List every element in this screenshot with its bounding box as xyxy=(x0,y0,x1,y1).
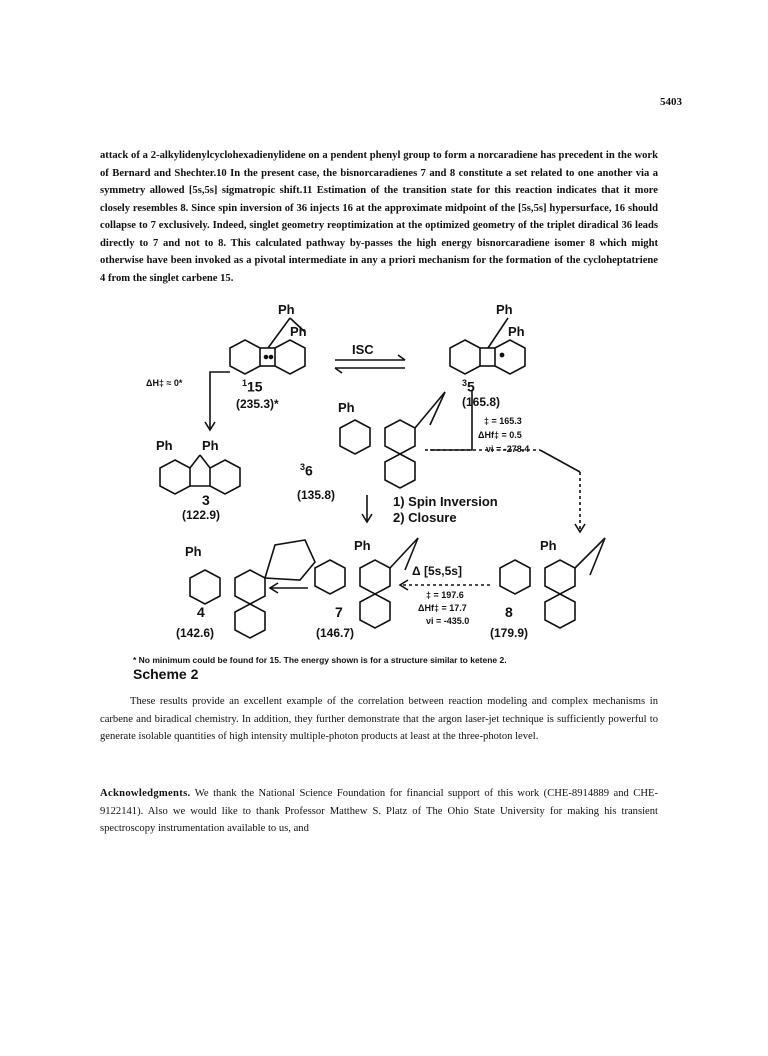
ph-label-8: Ph xyxy=(540,538,557,553)
ts1-nu: νi = -278.4 xyxy=(486,444,530,454)
ts2-ddag: ‡ = 197.6 xyxy=(426,590,464,600)
ts2-dh: ΔHf‡ = 17.7 xyxy=(418,603,467,613)
ph-label-35-side: Ph xyxy=(508,324,525,339)
compound-36-energy: (135.8) xyxy=(297,488,336,502)
compound-8-energy: (179.9) xyxy=(490,626,529,640)
ph-label-7: Ph xyxy=(354,538,371,553)
compound-7-number: 7 xyxy=(335,604,343,620)
ph-label-3-right: Ph xyxy=(202,438,219,453)
structure-4 xyxy=(190,540,315,638)
arrow-36-to-7 xyxy=(362,495,372,522)
isc-label: ISC xyxy=(352,342,374,357)
structure-3 xyxy=(160,455,240,494)
ph-label-15-top: Ph xyxy=(278,302,295,317)
compound-8-number: 8 xyxy=(505,604,513,620)
compound-7-energy: (146.7) xyxy=(316,626,355,640)
acknowledgments-text: We thank the National Science Foundation for financial support of this work (CHE-8914889 and CHE-9122141). Also we would like to thank Professor Matthew S. Platz of The Ohio State University for making his transient spectroscopy instrumentation available to us, and xyxy=(100,788,658,834)
ts1-dh: ΔHf‡ = 0.5 xyxy=(478,430,522,440)
compound-15-digit: 15 xyxy=(247,378,263,395)
arrow-7-to-4 xyxy=(270,583,308,593)
compound-4-energy: (142.6) xyxy=(176,626,215,640)
step-1: 1) Spin Inversion xyxy=(393,494,498,509)
ph-label-35-top: Ph xyxy=(496,302,513,317)
compound-36-sup: 3 xyxy=(300,462,306,472)
structure-36 xyxy=(340,392,445,488)
ph-label-4: Ph xyxy=(185,544,202,559)
scheme-title: Scheme 2 xyxy=(133,666,199,682)
compound-35-number xyxy=(462,378,475,395)
compound-4-number: 4 xyxy=(197,604,205,620)
compound-35-digit: 5 xyxy=(467,378,475,395)
page-number: 5403 xyxy=(660,96,682,108)
arrow-to-8 xyxy=(575,472,585,532)
compound-35-energy: (165.8) xyxy=(462,395,501,409)
ph-label-3-left: Ph xyxy=(156,438,173,453)
acknowledgments-heading: Acknowledgments. xyxy=(100,788,191,799)
compound-3-energy: (122.9) xyxy=(182,508,221,522)
reaction-scheme xyxy=(100,300,660,650)
sigmatropic-shift-label: Δ [5s,5s] xyxy=(412,564,462,578)
scheme-footnote: * No minimum could be found for 15. The energy shown is for a structure similar to ketene 2. xyxy=(133,655,507,665)
acknowledgments-paragraph xyxy=(100,785,658,838)
dh-zero-label: ΔH‡ ≈ 0* xyxy=(146,378,183,388)
step-2: 2) Closure xyxy=(393,510,457,525)
body-paragraph-2: These results provide an excellent example of the correlation between reaction modeling and complex mechanisms in carbene and biradical chemistry. In addition, they further demonstrate that the argon laser-jet technique is sufficiently powerful to generate isolable quantities of high intensity multiple-photon products at least at the three-photon level. xyxy=(100,696,658,742)
ts1-ddag: ‡ = 165.3 xyxy=(484,416,522,426)
arrow-8-to-7 xyxy=(400,580,490,590)
ph-label-36: Ph xyxy=(338,400,355,415)
arrow-15-to-3 xyxy=(205,372,230,430)
compound-15-sup: 1 xyxy=(242,378,248,388)
compound-15-number xyxy=(242,378,263,395)
scheme-structures xyxy=(100,300,660,650)
compound-36-number xyxy=(300,462,313,479)
compound-35-sup: 3 xyxy=(462,378,468,388)
ph-label-15-side: Ph xyxy=(290,324,307,339)
spin-inversion-steps xyxy=(393,494,498,526)
body-paragraph-1: attack of a 2-alkylidenylcyclohexadienylidene on a pendent phenyl group to form a norcaradiene has precedent in the work of Bernard and Shechter.10 In the present case, the bisnorcaradienes 7 and 8 constitute a set related to one another via a symmetry allowed [5s,5s] sigmatropic shift.11 Estimation of the transition state for this reaction indicates that it more closely resembles 8. Since spin inversion of 36 injects 16 at the approximate midpoint of the [5s,5s] hypersurface, 16 should collapse to 7 exclusively. Indeed, singlet geometry reoptimization at the optimized geometry of the triplet diradical 36 leads directly to 7 and not to 8. This calculated pathway by-passes the high energy bisnorcaradiene isomer 8 which might otherwise have been invoked as a pivotal intermediate in any a priori mechanism for the formation of the cycloheptatriene 4 from the singlet carbene 15. xyxy=(100,150,658,284)
compound-3-number: 3 xyxy=(202,492,210,508)
isc-arrows xyxy=(335,355,405,373)
ts2-nu: νi = -435.0 xyxy=(426,616,470,626)
compound-15-energy: (235.3)* xyxy=(236,397,279,411)
compound-36-digit: 6 xyxy=(305,462,313,479)
